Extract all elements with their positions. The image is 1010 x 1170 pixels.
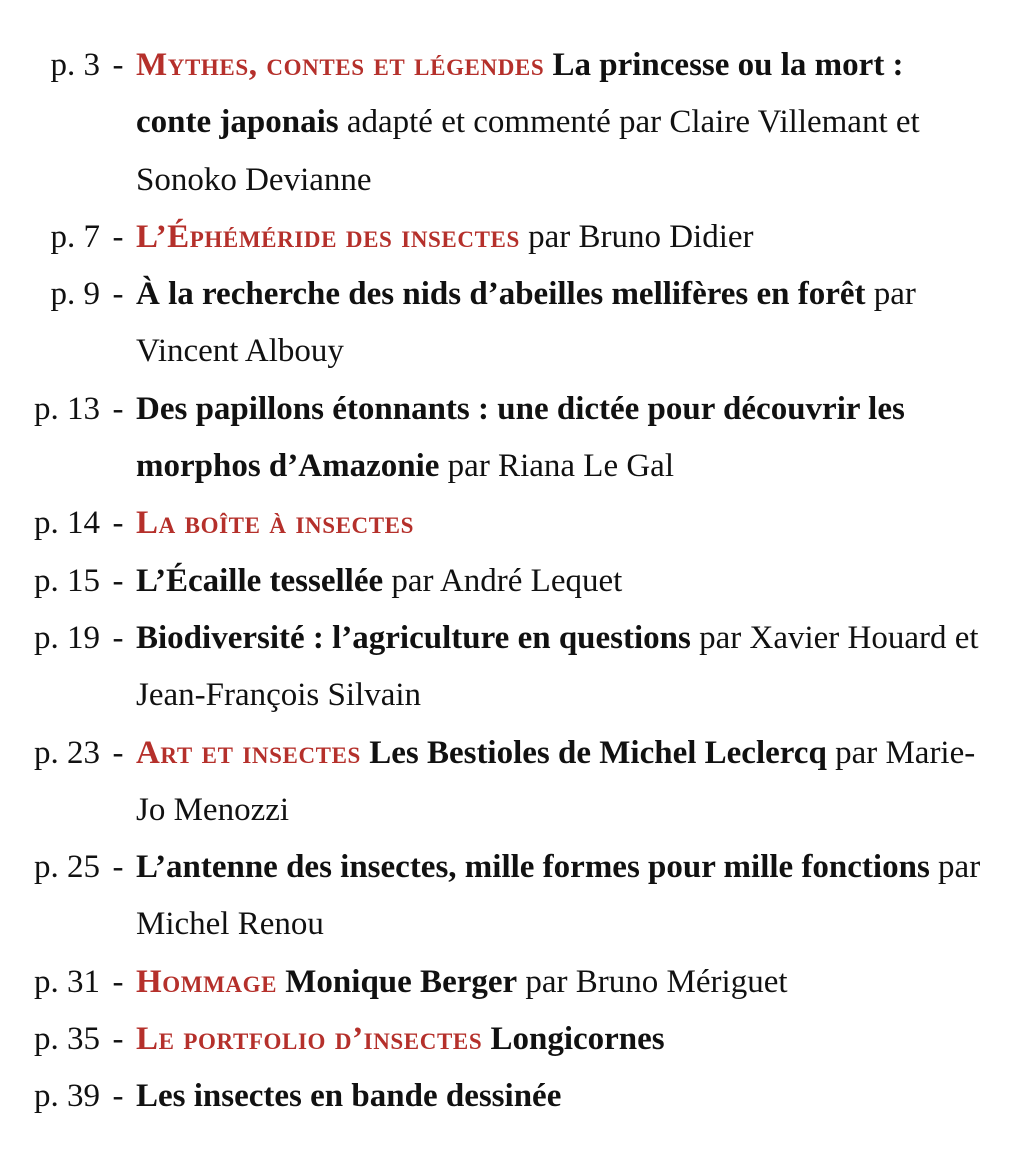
- toc-entry-7: [0, 610, 1010, 725]
- article-title: Des papillons étonnants : une dictée pour découvrir les morphos d’Amazonie: [136, 390, 905, 485]
- article-title: La princesse ou la mort : conte japonais: [136, 47, 904, 141]
- byline: par Vincent Albouy: [136, 276, 916, 370]
- rubric: La boîte à insectes: [136, 505, 415, 542]
- separator: -: [112, 218, 124, 255]
- page-number: p. 9: [50, 276, 100, 313]
- toc-entry-8: [0, 725, 1010, 840]
- entry-text: [136, 553, 981, 610]
- separator: -: [112, 849, 124, 886]
- toc-entry-2: [0, 209, 1010, 266]
- toc-entry-4: [0, 381, 1010, 496]
- article-title: Les insectes en bande dessinée: [136, 1078, 562, 1115]
- separator: -: [112, 505, 124, 542]
- byline: adapté et commenté par Claire Villemant et Sonoko Devianne: [136, 104, 920, 198]
- toc-entry-11: [0, 1011, 1010, 1068]
- toc-entry-1: [0, 37, 1010, 209]
- rubric: Art et insectes: [136, 734, 361, 771]
- page-number: p. 7: [50, 218, 100, 255]
- page-number: p. 31: [34, 963, 100, 1000]
- rubric: L’Éphéméride des insectes: [136, 218, 520, 255]
- toc-entry-3: [0, 266, 1010, 381]
- rubric: Hommage: [136, 963, 278, 1000]
- byline: par Michel Renou: [136, 849, 981, 943]
- byline: par Bruno Didier: [528, 218, 754, 255]
- entry-text: [136, 839, 981, 954]
- page-number: p. 35: [34, 1021, 100, 1058]
- article-title: Monique Berger: [285, 963, 518, 1000]
- entry-text: [136, 495, 981, 552]
- toc-entry-12: [0, 1068, 1010, 1125]
- byline: par Bruno Mériguet: [525, 963, 788, 1000]
- page-number: p. 3: [50, 47, 100, 83]
- article-title: Longicornes: [490, 1021, 665, 1058]
- separator: -: [112, 963, 124, 1000]
- entry-text: [136, 381, 981, 496]
- byline: par André Lequet: [391, 562, 623, 599]
- page-number: p. 25: [34, 849, 100, 886]
- page-number: p. 23: [34, 734, 100, 771]
- toc-entry-5: [0, 495, 1010, 552]
- page-number: p. 39: [34, 1078, 100, 1115]
- table-of-contents: [0, 37, 1010, 1126]
- article-title: À la recherche des nids d’abeilles mellifères en forêt: [136, 276, 866, 313]
- toc-entry-9: [0, 839, 1010, 954]
- entry-text: [136, 37, 981, 209]
- article-title: Biodiversité : l’agriculture en questions: [136, 619, 691, 656]
- byline: par Marie-Jo Menozzi: [136, 734, 976, 828]
- separator: -: [112, 562, 124, 599]
- toc-entry-10: [0, 954, 1010, 1011]
- separator: -: [112, 276, 124, 313]
- page-number: p. 19: [34, 619, 100, 656]
- article-title: L’Écaille tessellée: [136, 562, 384, 599]
- entry-text: [136, 209, 981, 266]
- separator: -: [112, 619, 124, 656]
- article-title: L’antenne des insectes, mille formes pour mille fonctions: [136, 849, 930, 886]
- page-number: p. 15: [34, 562, 100, 599]
- rubric: Le portfolio d’insectes: [136, 1021, 483, 1058]
- page-number: p. 14: [34, 505, 100, 542]
- separator: -: [112, 734, 124, 771]
- byline: par Xavier Houard et Jean-François Silvain: [136, 619, 979, 714]
- entry-text: [136, 725, 981, 840]
- article-title: Les Bestioles de Michel Leclercq: [369, 734, 827, 771]
- entry-text: [136, 1068, 981, 1125]
- page-number: p. 13: [34, 390, 100, 427]
- separator: -: [112, 390, 124, 427]
- toc-entry-6: [0, 553, 1010, 610]
- separator: -: [112, 1021, 124, 1058]
- entry-text: [136, 1011, 981, 1068]
- entry-text: [136, 610, 981, 725]
- entry-text: [136, 266, 981, 381]
- separator: -: [112, 1078, 124, 1115]
- separator: -: [112, 47, 124, 83]
- rubric: Mythes, contes et légendes: [136, 47, 545, 83]
- entry-text: [136, 954, 981, 1011]
- byline: par Riana Le Gal: [447, 448, 674, 485]
